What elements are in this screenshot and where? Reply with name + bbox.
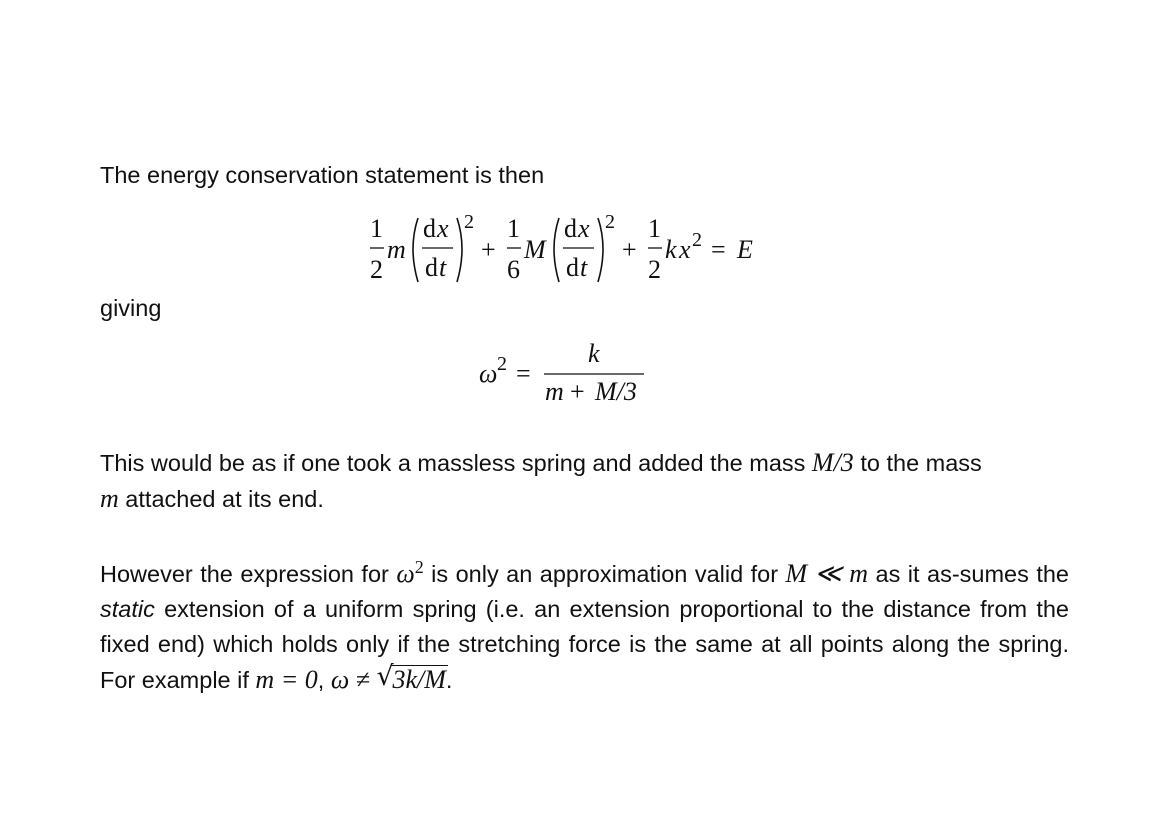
eq1-frac1-num: 1 xyxy=(370,214,383,243)
p3-text-a: This would be as if one took a massless spring and added the mass xyxy=(100,450,812,476)
eq1-sq2: 2 xyxy=(605,211,615,233)
p4-sqrt-arg: 3k/M xyxy=(392,664,446,694)
p3-text-b: to the mass xyxy=(853,450,982,476)
eq1-plus2: + xyxy=(622,235,637,264)
eq2-omega: ω xyxy=(479,359,498,388)
p4-math-cond: m = 0 xyxy=(255,664,318,694)
p4-math-sq: 2 xyxy=(414,557,424,577)
eq1-t1: t xyxy=(439,253,447,282)
omega-equation xyxy=(476,336,656,408)
energy-equation xyxy=(362,200,782,290)
p3-math-M3: M/3 xyxy=(811,448,854,477)
eq2-numerator: k xyxy=(588,339,600,368)
eq1-d4: d xyxy=(566,253,579,282)
eq1-frac2-num: 1 xyxy=(507,214,520,243)
sqrt-radical-icon: √ xyxy=(376,660,394,692)
eq1-t2: t xyxy=(580,253,588,282)
p3-text-c: attached at its end. xyxy=(118,486,324,512)
p4-text-e: , xyxy=(317,666,331,693)
paragraph-mass-interpretation xyxy=(100,445,1069,517)
eq2-den-m: m xyxy=(545,377,564,406)
sqrt-bar xyxy=(391,665,447,666)
paragraph-approximation xyxy=(100,550,1069,698)
p4-math-omega-neq: ω ≠ xyxy=(330,664,370,694)
eq2-sq: 2 xyxy=(497,353,507,375)
eq1-d2: d xyxy=(425,253,438,282)
eq1-x3: x xyxy=(679,235,691,264)
p4-math-omega: ω xyxy=(396,558,415,588)
eq1-plus1: + xyxy=(481,235,496,264)
eq1-m: m xyxy=(387,235,406,264)
paragraph-giving: giving xyxy=(100,295,162,321)
p4-text-c: as it as-sumes the xyxy=(868,560,1069,587)
eq1-frac2-den: 6 xyxy=(507,255,520,284)
eq1-equals: = xyxy=(711,235,726,264)
eq1-sq3: 2 xyxy=(692,229,702,251)
eq1-M: M xyxy=(524,235,546,264)
eq1-x2: x xyxy=(578,214,590,243)
p4-text-d: extension of a uniform spring (i.e. an extension proportional to the distance from the fixed end) which holds only if the stretching force is the same at all points along the spring. For example if xyxy=(100,595,1069,693)
eq1-d3: d xyxy=(564,214,577,243)
eq1-frac3-den: 2 xyxy=(648,255,661,284)
p4-static: static xyxy=(100,595,155,622)
eq2-den-plus: + xyxy=(570,377,585,406)
eq1-x1: x xyxy=(437,214,449,243)
paragraph-intro: The energy conservation statement is then xyxy=(100,162,545,188)
p4-math-ineq: M ≪ m xyxy=(785,558,869,588)
eq2-equals: = xyxy=(516,359,531,388)
eq1-sq1: 2 xyxy=(464,211,474,233)
eq1-d1: d xyxy=(423,214,436,243)
p4-period: . xyxy=(445,666,453,693)
eq2-den-M3: M/3 xyxy=(595,377,637,406)
eq1-frac3-num: 1 xyxy=(648,214,661,243)
eq1-E: E xyxy=(737,235,753,264)
p3-math-m: m xyxy=(100,484,119,513)
eq1-frac1-den: 2 xyxy=(370,255,383,284)
p4-sqrt xyxy=(376,662,445,697)
eq1-k: k xyxy=(665,235,677,264)
p4-text-b: is only an approximation valid for xyxy=(423,560,786,587)
p4-text-a: However the expression for xyxy=(100,560,397,587)
